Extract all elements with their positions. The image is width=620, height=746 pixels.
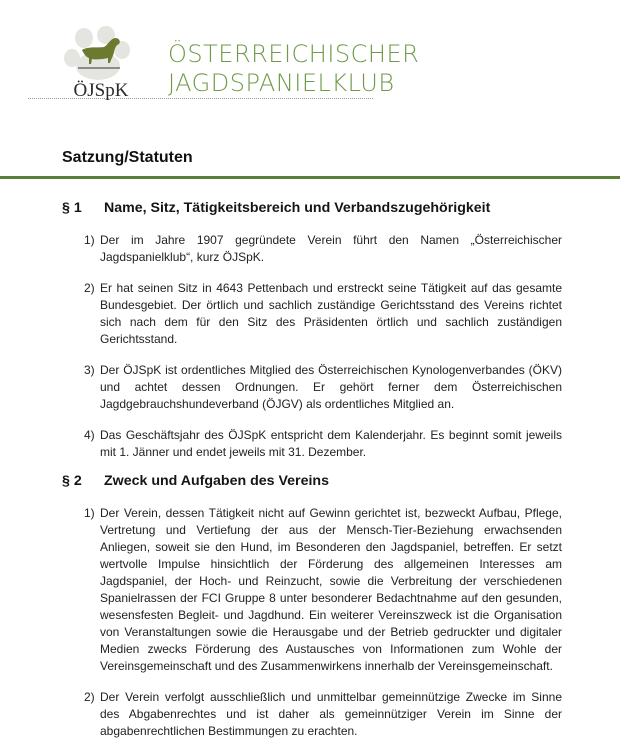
paw-dog-icon	[64, 26, 134, 82]
org-name-line-1: ÖSTERREICHISCHER	[168, 40, 420, 68]
list-item	[62, 505, 562, 675]
list-item	[62, 427, 562, 461]
item-text: Er hat seinen Sitz in 4643 Pettenbach und erstreckt seine Tätigkeit auf das gesamte Bundesgebiet. Der örtlich und sachlich zuständige Gerichtsstand des Vereins richtet sich nach dem für den Sitz des Präsidenten örtlich und sachlich zuständigen Gerichtsstand.	[100, 281, 562, 346]
list-item	[62, 689, 562, 740]
logo-abbreviation: ÖJSpK	[73, 80, 129, 101]
item-text: Der ÖJSpK ist ordentliches Mitglied des Österreichischen Kynologenverbandes (ÖKV) und achtet dessen Ordnungen. Er gehört ferner dem Österreichischen Jagdgebrauchshundeverband (ÖJGV) als ordentliches Mitglied an.	[100, 363, 562, 411]
section-2	[62, 473, 562, 740]
section-heading	[62, 473, 562, 493]
document-title: Satzung/Statuten	[62, 149, 193, 166]
item-text: Das Geschäftsjahr des ÖJSpK entspricht dem Kalenderjahr. Es beginnt somit jeweils mit 1. Jänner und endet jeweils mit 31. Dezember.	[100, 428, 562, 459]
club-logo	[64, 26, 134, 101]
item-number: 4)	[84, 428, 95, 442]
dotted-divider	[28, 98, 373, 99]
item-text: Der Verein verfolgt ausschließlich und unmittelbar gemeinnützige Zwecke im Sinne des Abgabenrechtes und ist daher als gemeinnütziger Verein im Sinne der abgabenrechtlichen Bestimmungen zu erachten.	[100, 690, 562, 738]
organization-name	[168, 40, 419, 98]
list-item	[62, 232, 562, 266]
section-heading	[62, 200, 562, 220]
document-body	[62, 200, 562, 740]
list-item	[62, 362, 562, 413]
org-name-line-2: JAGDSPANIELKLUB	[168, 69, 395, 97]
list-item	[62, 280, 562, 348]
section-1	[62, 200, 562, 461]
item-text: Der im Jahre 1907 gegründete Verein führt den Namen „Österreichischer Jagdspanielklub“, kurz ÖJSpK.	[100, 233, 562, 264]
item-text: Der Verein, dessen Tätigkeit nicht auf Gewinn gerichtet ist, bezweckt Aufbau, Pflege, Vertretung und Vertiefung der aus der Mensch-Tier-Beziehung erwachsenden Anliegen, soweit sie den Hund, im Besonderen den Jagdspaniel, betreffen. Er setzt wertvolle Impulse hinsichtlich der Förderung des allgemeinen Interesses am Jagdspaniel, der Hoch- und Reinzucht, sowie die Verbreitung der verschiedenen Spanielrassen der FCI Gruppe 8 unter besonderer Bedachtnahme auf den gesunden, wesensfesten Begleit- und Jagdhund. Ein weiterer Vereinszweck ist die Organisation von Veranstaltungen sowie die Herausgabe und der Betrieb gedruckter und digitaler Medien zwecks Förderung des Austausches von Informationen zum Wohle der Vereinsgemeinschaft und des Zusammenwirkens innerhalb der Vereinsgemeinschaft.	[100, 506, 562, 673]
title-rule	[0, 176, 620, 179]
item-number: 1)	[84, 506, 95, 520]
section-number: § 2	[62, 473, 82, 489]
section-title: Zweck und Aufgaben des Vereins	[104, 473, 329, 489]
letterhead	[0, 0, 620, 110]
item-number: 3)	[84, 363, 95, 377]
section-title: Name, Sitz, Tätigkeitsbereich und Verbandszugehörigkeit	[104, 200, 491, 216]
item-number: 2)	[84, 281, 95, 295]
item-number: 1)	[84, 233, 95, 247]
section-number: § 1	[62, 200, 82, 216]
item-number: 2)	[84, 690, 95, 704]
